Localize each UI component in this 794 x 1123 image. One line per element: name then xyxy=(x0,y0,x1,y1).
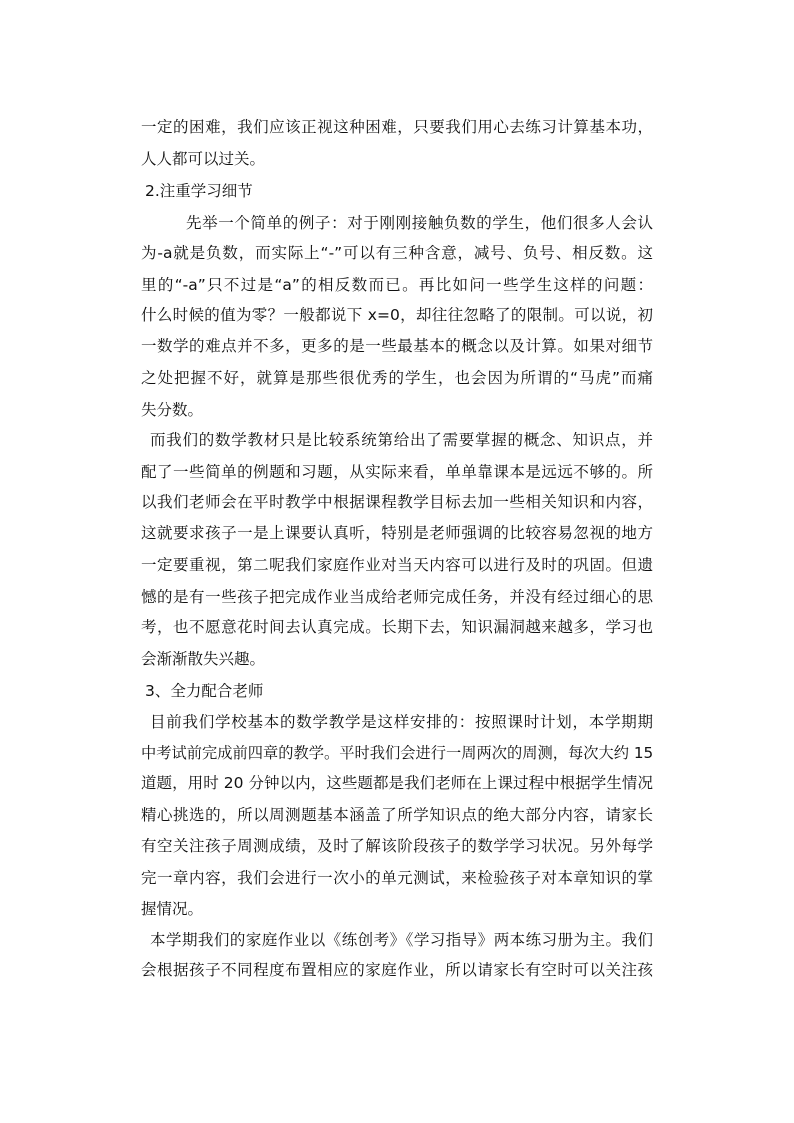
text-line: 人人都可以过关。 xyxy=(141,150,266,168)
text-line: 里的“-a”只不过是“a”的相反数而已。再比如问一些学生这样的问题： xyxy=(141,276,653,294)
text-line: 一定要重视，第二呢我们家庭作业对当天内容可以进行及时的巩固。但遗 xyxy=(141,556,653,574)
text-line: 以我们老师会在平时教学中根据课程教学目标去加一些相关知识和内容， xyxy=(141,493,653,511)
text-line: 会渐渐散失兴趣。 xyxy=(141,650,266,668)
text-line: 失分数。 xyxy=(141,401,204,419)
text-line: 什么时候的值为零？一般都说下 x=0，却往往忽略了的限制。可以说，初 xyxy=(141,306,653,324)
text-line: 精心挑选的，所以周测题基本涵盖了所学知识点的绝大部分内容，请家长 xyxy=(141,806,653,824)
text-line: 考，也不愿意花时间去认真完成。长期下去，知识漏洞越来越多，学习也 xyxy=(141,618,653,636)
section-heading: 2.注重学习细节 xyxy=(145,182,253,200)
text-line: 配了一些简单的例题和习题，从实际来看，单单靠课本是远远不够的。所 xyxy=(141,463,653,481)
text-line: 一定的困难，我们应该正视这种困难，只要我们用心去练习计算基本功， xyxy=(141,118,653,136)
text-line: 而我们的数学教材只是比较系统第给出了需要掌握的概念、知识点，并 xyxy=(150,431,653,449)
text-line: 完一章内容，我们会进行一次小的单元测试，来检验孩子对本章知识的掌 xyxy=(141,869,653,887)
text-line: 这就要求孩子一是上课要认真听，特别是老师强调的比较容易忽视的地方 xyxy=(141,524,653,542)
text-line: 一数学的难点并不多，更多的是一些最基本的概念以及计算。如果对细节 xyxy=(141,337,653,355)
text-line: 握情况。 xyxy=(141,900,204,918)
section-heading: 3、全力配合老师 xyxy=(145,682,264,700)
text-line: 会根据孩子不同程度布置相应的家庭作业，所以请家长有空时可以关注孩 xyxy=(141,961,653,979)
text-line: 目前我们学校基本的数学教学是这样安排的：按照课时计划，本学期期 xyxy=(150,713,653,731)
text-line: 先举一个简单的例子：对于刚刚接触负数的学生，他们很多人会认 xyxy=(186,214,653,232)
text-line: 中考试前完成前四章的教学。平时我们会进行一周两次的周测，每次大约 15 xyxy=(141,744,654,762)
text-line: 道题，用时 20 分钟以内，这些题都是我们老师在上课过程中根据学生情况 xyxy=(141,774,653,792)
text-line: 有空关注孩子周测成绩，及时了解该阶段孩子的数学学习状况。另外每学 xyxy=(141,837,653,855)
text-line: 本学期我们的家庭作业以《练创考》《学习指导》两本练习册为主。我们 xyxy=(150,931,653,949)
text-line: 憾的是有一些孩子把完成作业当成给老师完成任务，并没有经过细心的思 xyxy=(141,588,653,606)
text-line: 之处把握不好，就算是那些很优秀的学生，也会因为所谓的“马虎”而痛 xyxy=(141,369,653,387)
text-line: 为-a就是负数，而实际上“-”可以有三种含意，减号、负号、相反数。这 xyxy=(141,244,653,262)
